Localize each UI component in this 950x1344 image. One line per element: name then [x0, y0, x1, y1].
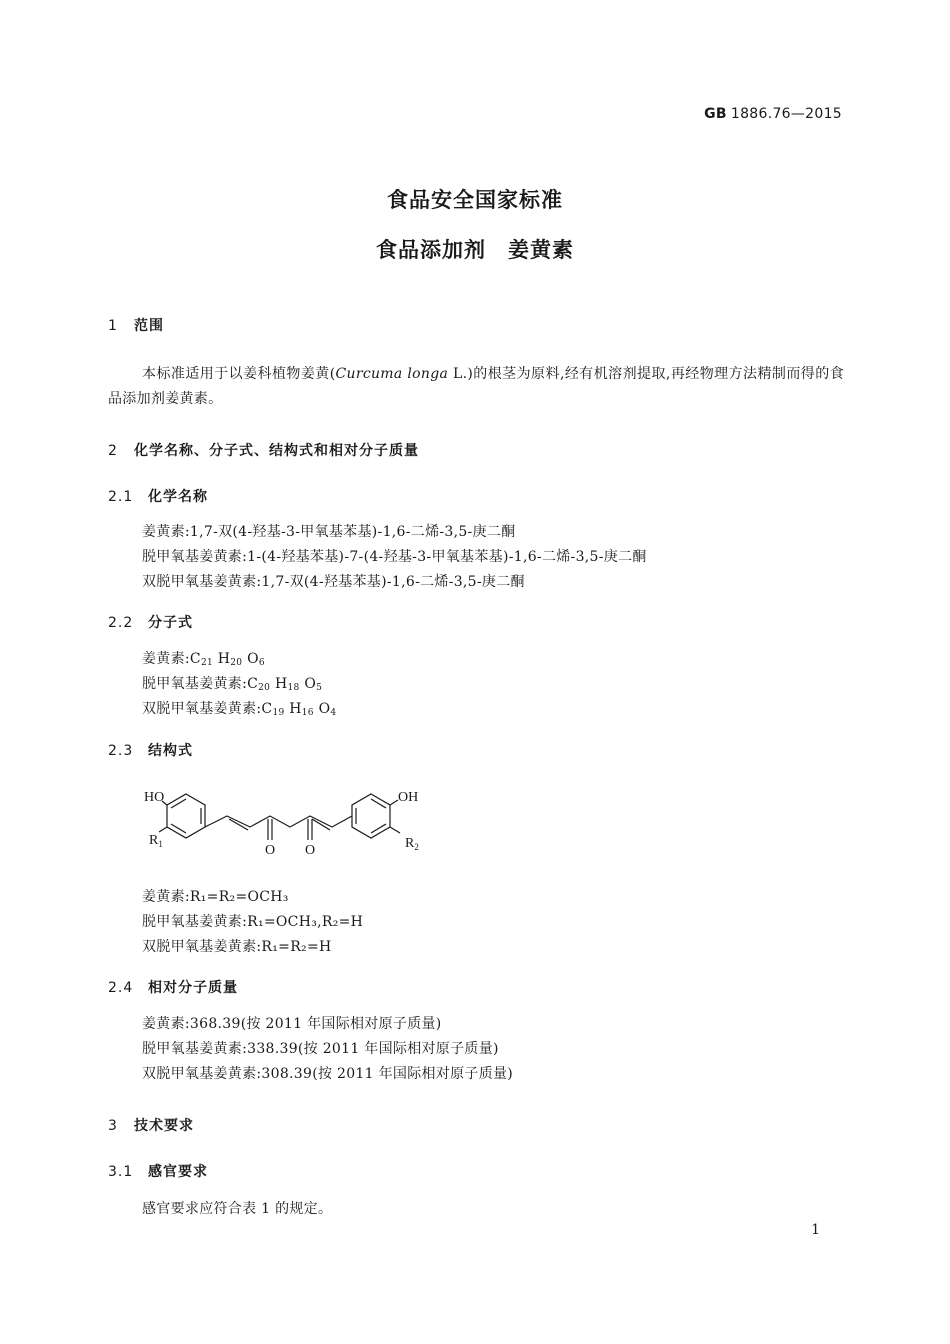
chem-name-line: 姜黄素:1,7-双(4-羟基-3-甲氧基苯基)-1,6-二烯-3,5-庚二酮: [142, 524, 516, 540]
section-title: 相对分子质量: [148, 980, 238, 996]
section-number: 2.2: [108, 615, 134, 631]
formula-line: 双脱甲氧基姜黄素$:C_{19}$ $H_{16}$ $O_4$: [142, 701, 337, 718]
section-number: 1: [108, 318, 118, 334]
standard-code: [704, 106, 842, 122]
section-2-1-heading: [108, 486, 208, 506]
section-number: 2.3: [108, 743, 134, 759]
section-2-4-heading: [108, 977, 238, 997]
section-number: 2.4: [108, 980, 134, 996]
section-2-2-heading: [108, 612, 193, 632]
scope-text-post: L.)的根茎为原料,经有机溶剂提取,再经物理方法精制而得的食品添加剂姜黄素。: [108, 366, 844, 407]
section-title: 分子式: [148, 615, 193, 631]
molecular-mass-line: 脱甲氧基姜黄素:338.39(按 2011 年国际相对原子质量): [142, 1041, 499, 1057]
section-title: 范围: [134, 318, 164, 334]
scope-paragraph: [108, 362, 844, 412]
structural-formula: [142, 782, 442, 876]
r1-label: $R_1$: [149, 833, 163, 849]
standard-prefix: GB: [704, 106, 727, 122]
page-number: 1: [811, 1222, 820, 1238]
section-title: 化学名称、分子式、结构式和相对分子质量: [134, 443, 419, 459]
section-3-heading: [108, 1115, 194, 1135]
oxygen-label: O: [265, 843, 276, 858]
chem-name-line: 双脱甲氧基姜黄素:1,7-双(4-羟基苯基)-1,6-二烯-3,5-庚二酮: [142, 574, 525, 590]
sensory-requirement-text: 感官要求应符合表 1 的规定。: [142, 1201, 333, 1217]
substituent-line: 双脱甲氧基姜黄素:R₁=R₂=H: [142, 939, 332, 955]
right-benzene-ring: [352, 794, 390, 838]
section-2-3-heading: [108, 740, 193, 760]
left-benzene-ring: [167, 794, 205, 838]
r2-label: $R_2$: [405, 836, 419, 852]
section-2-heading: [108, 440, 419, 460]
formula-line: 脱甲氧基姜黄素$:C_{20}$ $H_{18}$ $O_5$: [142, 676, 323, 693]
oxygen-label: O: [305, 843, 316, 858]
section-number: 3: [108, 1118, 118, 1134]
section-3-1-heading: [108, 1161, 208, 1181]
formula-line: 姜黄素$:C_{21}$ $H_{20}$ $O_6$: [142, 651, 265, 668]
section-number: 3.1: [108, 1164, 134, 1180]
section-1-heading: [108, 315, 164, 335]
latin-name: Curcuma longa: [335, 366, 449, 382]
main-title: 食品安全国家标准: [387, 188, 563, 212]
section-title: 技术要求: [134, 1118, 194, 1134]
scope-text-pre: 本标准适用于以姜科植物姜黄(: [142, 366, 336, 382]
substituent-line: 姜黄素:R₁=R₂=OCH₃: [142, 889, 289, 905]
chem-name-line: 脱甲氧基姜黄素:1-(4-羟基苯基)-7-(4-羟基-3-甲氧基苯基)-1,6-二烯-3,5-庚二酮: [142, 549, 647, 565]
oh-label: OH: [398, 790, 419, 805]
section-number: 2: [108, 443, 118, 459]
section-title: 化学名称: [148, 489, 208, 505]
molecular-mass-line: 姜黄素:368.39(按 2011 年国际相对原子质量): [142, 1016, 442, 1032]
molecular-mass-line: 双脱甲氧基姜黄素:308.39(按 2011 年国际相对原子质量): [142, 1066, 514, 1082]
substituent-line: 脱甲氧基姜黄素:R₁=OCH₃,R₂=H: [142, 914, 364, 930]
section-title: 结构式: [148, 743, 193, 759]
section-number: 2.1: [108, 489, 134, 505]
ho-label: HO: [144, 790, 165, 805]
section-title: 感官要求: [148, 1164, 208, 1180]
sub-title: 食品添加剂 姜黄素: [376, 238, 574, 262]
standard-number: 1886.76—2015: [730, 106, 842, 122]
